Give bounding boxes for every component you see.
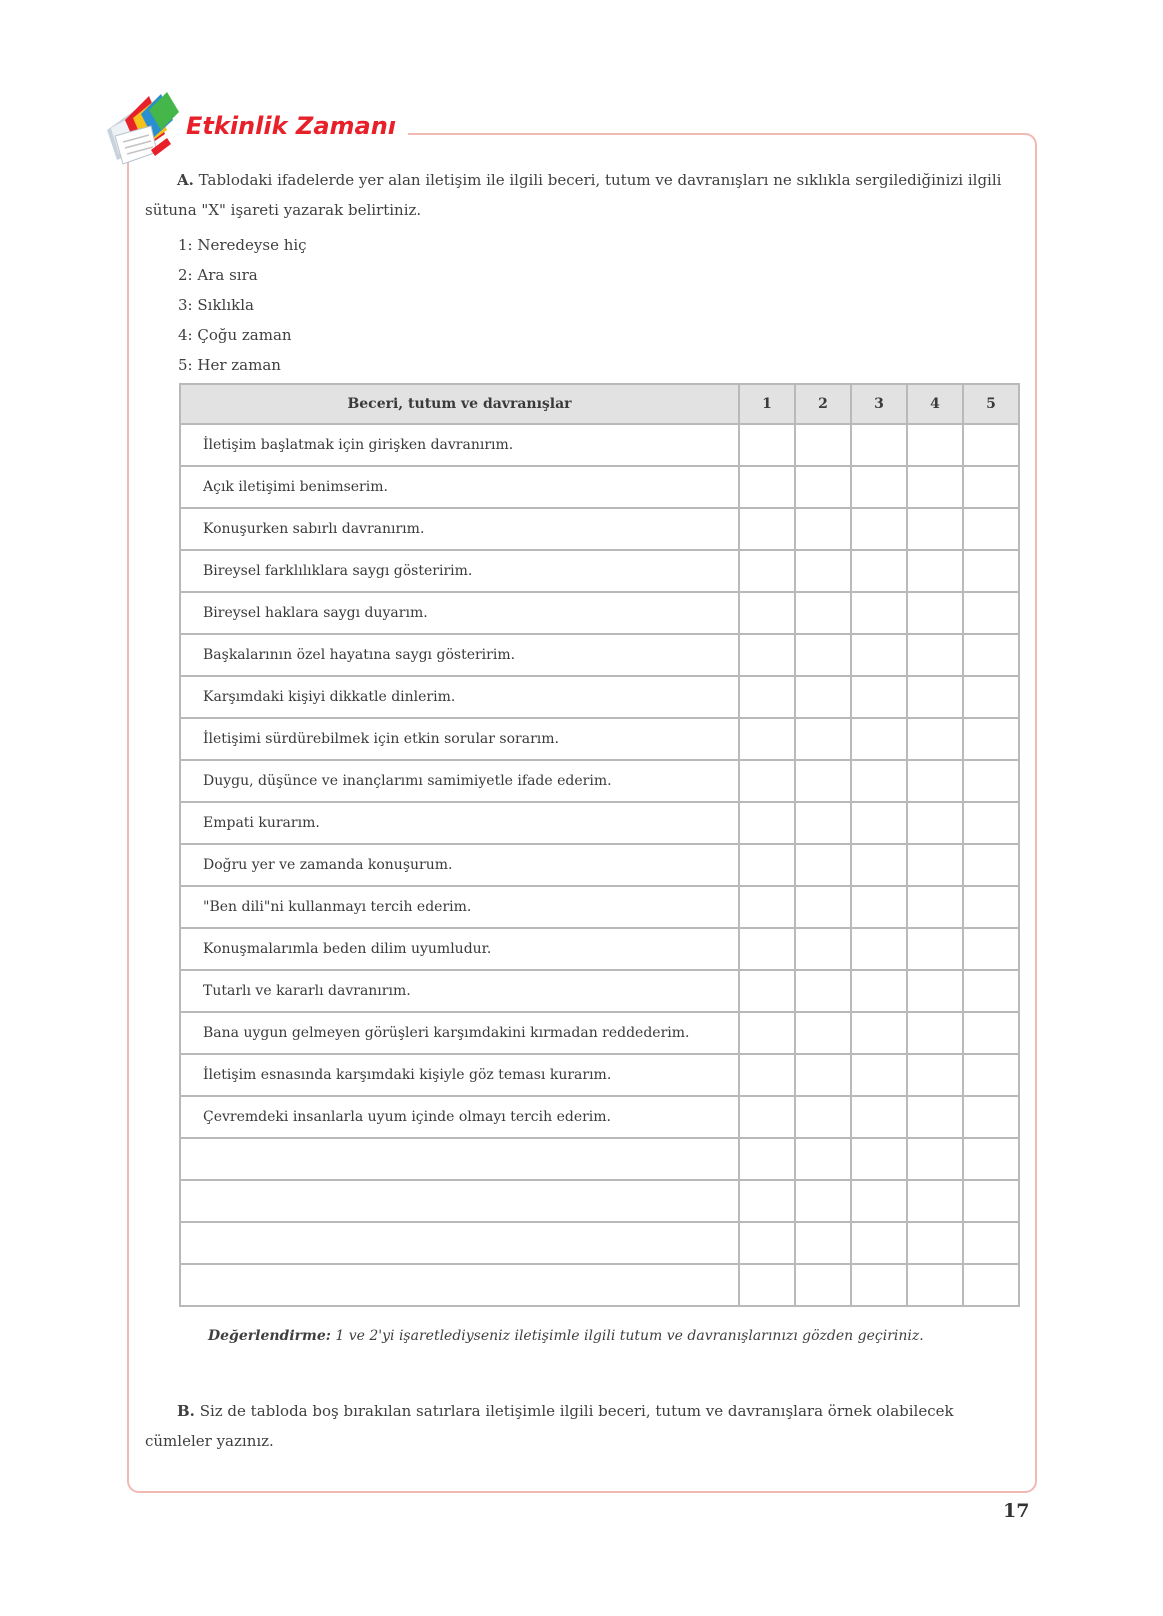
statement-cell: İletişim esnasında karşımdaki kişiyle göz teması kurarım. [180,1054,739,1096]
rating-cell-5[interactable] [963,466,1019,508]
rating-cell-5[interactable] [963,424,1019,466]
instructions-b-label: B. [177,1402,195,1420]
rating-cell-1[interactable] [739,1096,795,1138]
instructions-b [145,1396,1020,1456]
rating-cell-1[interactable] [739,508,795,550]
column-header-1: 1 [739,384,795,424]
rating-cell-4[interactable] [907,1222,963,1264]
table-row [180,718,1019,760]
rating-cell-2[interactable] [795,1054,851,1096]
rating-cell-3[interactable] [851,970,907,1012]
activity-logo-icon [105,90,183,170]
table-row [180,1222,1019,1264]
statement-cell [180,1180,739,1222]
rating-cell-3[interactable] [851,424,907,466]
statement-cell: "Ben dili"ni kullanmayı tercih ederim. [180,886,739,928]
statement-cell: Bireysel farklılıklara saygı gösteririm. [180,550,739,592]
column-header-3: 3 [851,384,907,424]
rating-cell-3[interactable] [851,634,907,676]
rating-cell-3[interactable] [851,802,907,844]
rating-cell-2[interactable] [795,1222,851,1264]
rating-cell-3[interactable] [851,466,907,508]
table-row [180,676,1019,718]
rating-cell-3[interactable] [851,1180,907,1222]
rating-cell-1[interactable] [739,970,795,1012]
statement-cell: Empati kurarım. [180,802,739,844]
rating-cell-4[interactable] [907,634,963,676]
rating-cell-5[interactable] [963,508,1019,550]
rating-cell-4[interactable] [907,466,963,508]
rating-cell-5[interactable] [963,928,1019,970]
rating-cell-3[interactable] [851,1138,907,1180]
rating-cell-3[interactable] [851,1012,907,1054]
rating-cell-3[interactable] [851,1096,907,1138]
rating-cell-4[interactable] [907,760,963,802]
rating-cell-2[interactable] [795,928,851,970]
statement-cell: Açık iletişimi benimserim. [180,466,739,508]
rating-cell-4[interactable] [907,1054,963,1096]
evaluation-note [208,1328,924,1344]
column-header-statement: Beceri, tutum ve davranışlar [180,384,739,424]
rating-cell-2[interactable] [795,886,851,928]
rating-cell-4[interactable] [907,508,963,550]
rating-cell-3[interactable] [851,676,907,718]
statement-cell [180,1138,739,1180]
statement-cell [180,1222,739,1264]
statement-cell: Konuşurken sabırlı davranırım. [180,508,739,550]
rating-cell-5[interactable] [963,634,1019,676]
rating-cell-4[interactable] [907,676,963,718]
rating-cell-2[interactable] [795,634,851,676]
rating-cell-2[interactable] [795,508,851,550]
column-header-5: 5 [963,384,1019,424]
rating-cell-1[interactable] [739,676,795,718]
rating-cell-5[interactable] [963,1096,1019,1138]
rating-cell-4[interactable] [907,1096,963,1138]
rating-cell-2[interactable] [795,1012,851,1054]
table-body [180,424,1019,1306]
statement-cell: Duygu, düşünce ve inançlarımı samimiyetle ifade ederim. [180,760,739,802]
rating-cell-4[interactable] [907,1012,963,1054]
rating-cell-1[interactable] [739,844,795,886]
statement-cell: Doğru yer ve zamanda konuşurum. [180,844,739,886]
rating-cell-4[interactable] [907,1180,963,1222]
rating-cell-2[interactable] [795,1180,851,1222]
rating-cell-4[interactable] [907,802,963,844]
rating-cell-1[interactable] [739,1264,795,1306]
rating-cell-5[interactable] [963,550,1019,592]
rating-cell-2[interactable] [795,760,851,802]
rating-cell-1[interactable] [739,802,795,844]
evaluation-label: Değerlendirme: [208,1328,331,1344]
table-row [180,466,1019,508]
table-row [180,1138,1019,1180]
rating-cell-4[interactable] [907,1138,963,1180]
rating-cell-4[interactable] [907,424,963,466]
statement-cell: Başkalarının özel hayatına saygı gösteririm. [180,634,739,676]
rating-cell-1[interactable] [739,466,795,508]
rating-cell-2[interactable] [795,592,851,634]
rating-cell-2[interactable] [795,718,851,760]
statement-cell: İletişimi sürdürebilmek için etkin sorular sorarım. [180,718,739,760]
scale-item: 2: Ara sıra [178,266,258,284]
statement-cell: Tutarlı ve kararlı davranırım. [180,970,739,1012]
rating-cell-3[interactable] [851,1222,907,1264]
rating-cell-2[interactable] [795,1264,851,1306]
rating-cell-2[interactable] [795,1096,851,1138]
rating-cell-3[interactable] [851,844,907,886]
rating-cell-5[interactable] [963,1180,1019,1222]
rating-cell-4[interactable] [907,886,963,928]
rating-cell-1[interactable] [739,718,795,760]
table-row [180,844,1019,886]
rating-cell-3[interactable] [851,1264,907,1306]
statement-cell: Konuşmalarımla beden dilim uyumludur. [180,928,739,970]
instructions-a [145,165,1020,225]
evaluation-text: 1 ve 2'yi işaretlediyseniz iletişimle ilgili tutum ve davranışlarınızı gözden geçiriniz. [335,1328,924,1344]
activity-title: Etkinlik Zamanı [186,112,397,140]
rating-cell-5[interactable] [963,592,1019,634]
rating-cell-1[interactable] [739,928,795,970]
table-row [180,1012,1019,1054]
rating-cell-4[interactable] [907,1264,963,1306]
rating-cell-5[interactable] [963,802,1019,844]
rating-cell-2[interactable] [795,1138,851,1180]
rating-cell-1[interactable] [739,1138,795,1180]
rating-cell-4[interactable] [907,550,963,592]
table-row [180,592,1019,634]
rating-cell-5[interactable] [963,970,1019,1012]
rating-cell-2[interactable] [795,970,851,1012]
rating-cell-1[interactable] [739,550,795,592]
column-header-2: 2 [795,384,851,424]
rating-cell-3[interactable] [851,886,907,928]
rating-cell-1[interactable] [739,1012,795,1054]
rating-cell-3[interactable] [851,760,907,802]
instructions-a-label: A. [177,171,194,189]
rating-cell-1[interactable] [739,1180,795,1222]
rating-cell-5[interactable] [963,1012,1019,1054]
scale-item: 5: Her zaman [178,356,281,374]
statement-cell: Bireysel haklara saygı duyarım. [180,592,739,634]
rating-cell-5[interactable] [963,676,1019,718]
rating-cell-4[interactable] [907,718,963,760]
table-row [180,508,1019,550]
table-row [180,970,1019,1012]
rating-cell-1[interactable] [739,1222,795,1264]
table-row [180,1096,1019,1138]
instructions-b-text: Siz de tabloda boş bırakılan satırlara iletişimle ilgili beceri, tutum ve davranışlara örnek olabilecek cümleler yazınız. [145,1402,954,1450]
statement-cell: Çevremdeki insanlarla uyum içinde olmayı tercih ederim. [180,1096,739,1138]
rating-cell-5[interactable] [963,718,1019,760]
rating-cell-1[interactable] [739,1054,795,1096]
instructions-a-text: Tablodaki ifadelerde yer alan iletişim ile ilgili beceri, tutum ve davranışları ne sıklıkla sergilediğinizi ilgili sütuna "X" işareti yazarak belirtiniz. [145,171,1002,219]
rating-cell-5[interactable] [963,1054,1019,1096]
table-row [180,550,1019,592]
statement-cell: Bana uygun gelmeyen görüşleri karşımdakini kırmadan reddederim. [180,1012,739,1054]
rating-cell-1[interactable] [739,886,795,928]
rating-cell-5[interactable] [963,1264,1019,1306]
column-header-4: 4 [907,384,963,424]
rating-cell-2[interactable] [795,802,851,844]
scale-item: 1: Neredeyse hiç [178,236,307,254]
statement-cell: Karşımdaki kişiyi dikkatle dinlerim. [180,676,739,718]
table-row [180,802,1019,844]
rating-cell-3[interactable] [851,1054,907,1096]
rating-cell-4[interactable] [907,844,963,886]
scale-legend [178,230,307,380]
rating-cell-4[interactable] [907,928,963,970]
rating-cell-3[interactable] [851,718,907,760]
table-row [180,1264,1019,1306]
rating-cell-2[interactable] [795,844,851,886]
rating-cell-5[interactable] [963,844,1019,886]
rating-cell-2[interactable] [795,466,851,508]
table-row [180,886,1019,928]
table-row [180,634,1019,676]
rating-cell-1[interactable] [739,592,795,634]
rating-cell-2[interactable] [795,424,851,466]
rating-cell-1[interactable] [739,424,795,466]
rating-cell-3[interactable] [851,928,907,970]
table-row [180,1180,1019,1222]
rating-cell-2[interactable] [795,550,851,592]
rating-cell-1[interactable] [739,760,795,802]
rating-cell-5[interactable] [963,886,1019,928]
rating-cell-4[interactable] [907,970,963,1012]
table-row [180,928,1019,970]
page-number: 17 [1003,1500,1030,1522]
table-row [180,760,1019,802]
rating-cell-5[interactable] [963,1222,1019,1264]
rating-cell-1[interactable] [739,634,795,676]
rating-cell-2[interactable] [795,676,851,718]
self-assessment-table [179,383,1020,1307]
rating-cell-3[interactable] [851,508,907,550]
statement-cell: İletişim başlatmak için girişken davranırım. [180,424,739,466]
rating-cell-5[interactable] [963,1138,1019,1180]
rating-cell-5[interactable] [963,760,1019,802]
rating-cell-3[interactable] [851,550,907,592]
table-row [180,1054,1019,1096]
table-header-row [180,384,1019,424]
scale-item: 3: Sıklıkla [178,296,254,314]
scale-item: 4: Çoğu zaman [178,326,292,344]
table-row [180,424,1019,466]
rating-cell-4[interactable] [907,592,963,634]
statement-cell [180,1264,739,1306]
rating-cell-3[interactable] [851,592,907,634]
